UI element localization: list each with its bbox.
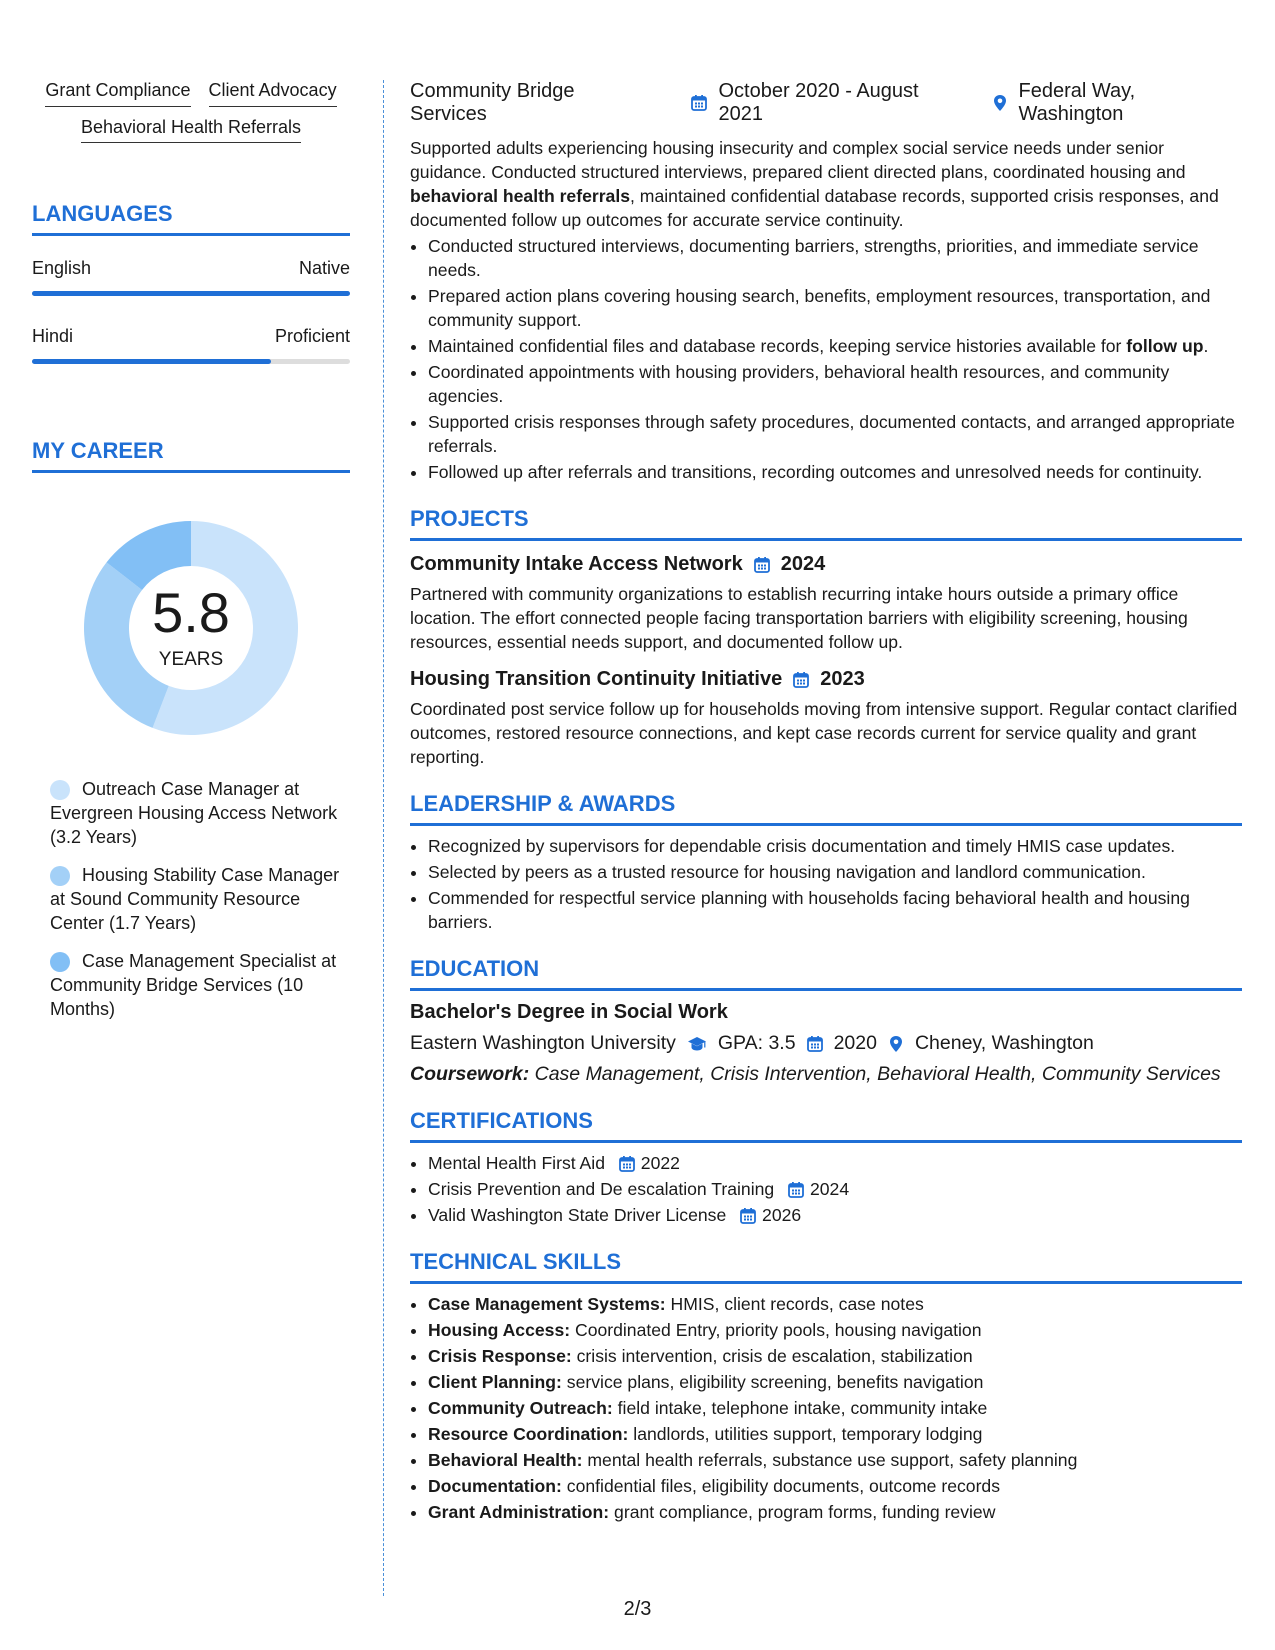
skill-label: Grant Administration:: [428, 1502, 610, 1522]
language-hindi: [32, 326, 350, 364]
career-legend-item: [50, 949, 350, 1021]
summary-bold-text: behavioral health referrals: [410, 186, 631, 206]
career-donut-chart: [76, 513, 306, 743]
career-legend-label: Housing Stability Case Manager at Sound Community Resource Center (1.7 Years): [50, 865, 340, 934]
leadership-item: • Selected by peers as a trusted resource for housing navigation and landlord communication.: [428, 860, 1242, 884]
job-company: Community Bridge Services: [410, 80, 575, 125]
calendar-icon: [787, 1181, 805, 1199]
job-bullet: • Followed up after referrals and transitions, recording outcomes and unresolved needs for continuity.: [428, 460, 1242, 484]
column-divider: [383, 80, 384, 1596]
skill-value: mental health referrals, substance use support, safety planning: [587, 1450, 1078, 1470]
language-bar-fill: [32, 359, 271, 364]
education-heading: EDUCATION: [410, 956, 1242, 991]
job-bullet: • Coordinated appointments with housing providers, behavioral health resources, and community agencies.: [428, 360, 1242, 408]
bullet-bold-text: follow up: [1126, 336, 1204, 356]
skill-value: service plans, eligibility screening, benefits navigation: [566, 1372, 984, 1392]
skill-item: [428, 1448, 1242, 1472]
summary-text: , maintained confidential database records, supported crisis responses, and documented follow up outcomes for accurate service continuity.: [410, 186, 1219, 230]
skill-item: [428, 1500, 1242, 1524]
skill-label: Resource Coordination:: [428, 1424, 629, 1444]
skill-label: Community Outreach:: [428, 1398, 613, 1418]
education-details: [410, 1032, 1242, 1055]
language-level: Native: [298, 258, 350, 279]
certification-year: 2026: [762, 1205, 802, 1225]
legend-dot: [50, 952, 70, 972]
project-title-row: [410, 668, 1242, 691]
calendar-icon: [618, 1155, 636, 1173]
right-column: [410, 80, 1242, 1526]
page-number: 2/3: [623, 1598, 652, 1620]
skill-label: Crisis Response:: [428, 1346, 572, 1366]
certification-name: Mental Health First Aid: [428, 1153, 605, 1173]
job-dates: October 2020 - August 2021: [718, 80, 919, 125]
calendar-icon: [792, 671, 810, 689]
skill-value: landlords, utilities support, temporary lodging: [633, 1424, 983, 1444]
certification-year: 2024: [809, 1179, 850, 1199]
job-bullet: • Conducted structured interviews, documenting barriers, strengths, priorities, and immediate service needs.: [428, 234, 1242, 282]
job-bullets: [410, 234, 1242, 484]
career-heading: MY CAREER: [32, 438, 350, 473]
language-bar: [32, 359, 350, 364]
education-school: Eastern Washington University: [410, 1032, 676, 1054]
coursework-label: Coursework:: [410, 1063, 530, 1085]
career-legend-item: [50, 863, 350, 935]
language-english: [32, 258, 350, 296]
language-name: English: [32, 258, 92, 279]
job-bullet: • Supported crisis responses through safety procedures, documented contacts, and arranged appropriate referrals.: [428, 410, 1242, 458]
skill-item: [428, 1292, 1242, 1316]
skill-label: Documentation:: [428, 1476, 562, 1496]
skill-label: Client Planning:: [428, 1372, 562, 1392]
career-legend-label: Outreach Case Manager at Evergreen Housing Access Network (3.2 Years): [50, 779, 338, 848]
job-header: [410, 80, 1242, 126]
projects-heading: PROJECTS: [410, 506, 1242, 541]
calendar-icon: [806, 1035, 824, 1053]
technical-skills-heading: TECHNICAL SKILLS: [410, 1249, 1242, 1284]
career-total-value: 5.8: [152, 581, 230, 645]
skill-label: Housing Access:: [428, 1320, 571, 1340]
certifications-list: [410, 1151, 1242, 1227]
project-description: Coordinated post service follow up for households moving from intensive support. Regular contact clarified outcomes, restored resource connections, and kept case records current for service quality and grant reporting.: [410, 699, 1238, 767]
certification-year: 2022: [640, 1153, 680, 1173]
job-location: Federal Way, Washington: [1018, 80, 1136, 125]
skill-label: Behavioral Health:: [428, 1450, 583, 1470]
graduation-cap-icon: [686, 1035, 708, 1053]
leadership-item: • Recognized by supervisors for dependable crisis documentation and timely HMIS case updates.: [428, 834, 1242, 858]
job-bullet: [428, 334, 1242, 358]
legend-dot: [50, 866, 70, 886]
calendar-icon: [739, 1207, 757, 1225]
language-level: Proficient: [274, 326, 350, 347]
skill-item: [428, 1422, 1242, 1446]
skill-value: grant compliance, program forms, funding review: [614, 1502, 996, 1522]
certification-item: [428, 1203, 1242, 1227]
bullet-text: .: [1203, 336, 1209, 356]
career-legend-label: Case Management Specialist at Community Bridge Services (10 Months): [50, 951, 337, 1020]
calendar-icon: [753, 556, 771, 574]
leadership-heading: LEADERSHIP & AWARDS: [410, 791, 1242, 826]
skill-item: [428, 1474, 1242, 1498]
education-location: Cheney, Washington: [914, 1032, 1094, 1054]
education-gpa: GPA: 3.5: [717, 1032, 796, 1054]
skill-item: [428, 1344, 1242, 1368]
education-year: 2020: [833, 1032, 877, 1054]
education-degree: Bachelor's Degree in Social Work: [410, 1001, 728, 1023]
certifications-heading: CERTIFICATIONS: [410, 1108, 1242, 1143]
bullet-text: Maintained confidential files and database records, keeping service histories available for: [428, 336, 1127, 356]
certification-item: [428, 1177, 1242, 1201]
legend-dot: [50, 780, 70, 800]
language-name: Hindi: [32, 326, 74, 347]
certification-name: Valid Washington State Driver License: [428, 1205, 727, 1225]
job-summary: [410, 136, 1242, 232]
language-bar-fill: [32, 291, 350, 296]
coursework-text: Case Management, Crisis Intervention, Behavioral Health, Community Services: [534, 1063, 1221, 1085]
certification-name: Crisis Prevention and De escalation Training: [428, 1179, 775, 1199]
location-pin-icon: [991, 94, 1009, 112]
skill-item: [428, 1396, 1242, 1420]
job-bullet: • Prepared action plans covering housing search, benefits, employment resources, transportation, and community support.: [428, 284, 1242, 332]
certification-item: [428, 1151, 1242, 1175]
language-bar: [32, 291, 350, 296]
leadership-list: [410, 834, 1242, 934]
project-year: 2023: [820, 668, 865, 690]
project-description: Partnered with community organizations to establish recurring intake hours outside a primary office location. The effort connected people facing transportation barriers with eligibility screening, housing resources, essential needs support, and documented follow up.: [410, 584, 1188, 652]
skill-item: [428, 1370, 1242, 1394]
summary-text: Supported adults experiencing housing insecurity and complex social service needs under senior guidance. Conducted structured interviews, prepared client directed plans, coordinated housing and: [410, 138, 1186, 182]
skill-value: field intake, telephone intake, community intake: [617, 1398, 988, 1418]
tag-client-advocacy: Client Advocacy: [209, 80, 337, 107]
languages-heading: LANGUAGES: [32, 201, 350, 236]
education-coursework: [410, 1063, 1242, 1086]
career-legend: [32, 777, 350, 1021]
career-legend-item: [50, 777, 350, 849]
left-column: [32, 80, 350, 1035]
career-total-unit: YEARS: [158, 649, 224, 671]
skill-value: crisis intervention, crisis de escalation, stabilization: [576, 1346, 973, 1366]
project-title: Housing Transition Continuity Initiative: [410, 668, 783, 690]
skills-list: [410, 1292, 1242, 1524]
location-pin-icon: [887, 1035, 905, 1053]
calendar-icon: [690, 94, 708, 112]
leadership-item: • Commended for respectful service planning with households facing behavioral health and housing barriers.: [428, 886, 1242, 934]
tag-behavioral-health-referrals: Behavioral Health Referrals: [81, 117, 301, 144]
project-year: 2024: [780, 553, 826, 575]
project-title-row: [410, 553, 1242, 576]
skill-value: HMIS, client records, case notes: [670, 1294, 924, 1314]
skill-label: Case Management Systems:: [428, 1294, 666, 1314]
tag-grant-compliance: Grant Compliance: [45, 80, 190, 107]
project-title: Community Intake Access Network: [410, 553, 743, 575]
skill-value: Coordinated Entry, priority pools, housing navigation: [574, 1320, 982, 1340]
skill-value: confidential files, eligibility documents, outcome records: [566, 1476, 1001, 1496]
skill-item: [428, 1318, 1242, 1342]
skill-tags: [32, 80, 350, 143]
